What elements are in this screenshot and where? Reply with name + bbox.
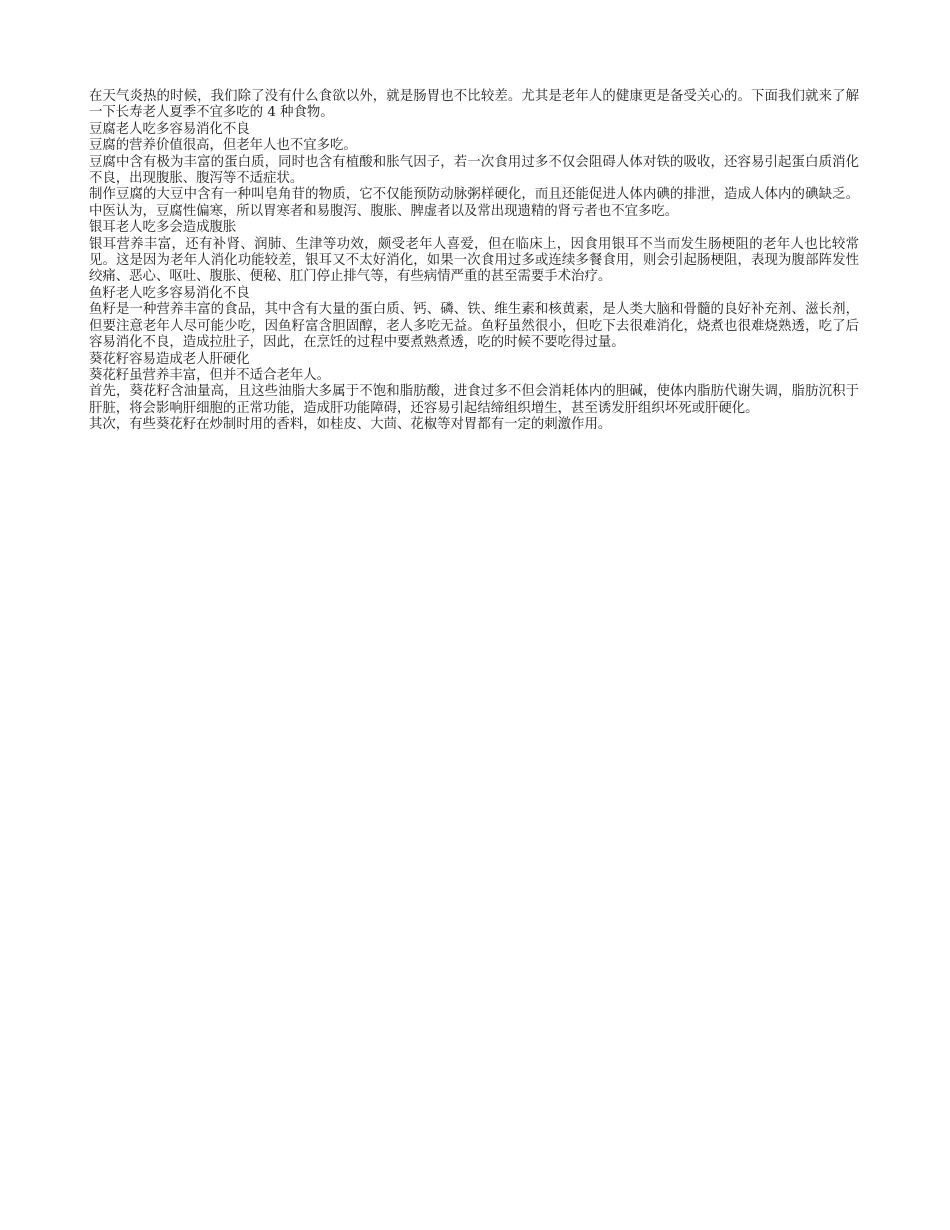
section-heading-tofu: 豆腐老人吃多容易消化不良 bbox=[89, 121, 250, 137]
paragraph: 银耳营养丰富，还有补肾、润肺、生津等功效，颇受老年人喜爱，但在临床上，因食用银耳不当而发生肠梗阻的老年人也比较常见。这是因为老年人消化功能较差，银耳又不太好消化，如果一次食用过多或连续多餐食用，则会引起肠梗阻，表现为腹部阵发性绞痛、恶心、呕吐、腹胀、便秘、肛门停止排气等，有些病情严重的甚至需要手术治疗。 bbox=[89, 236, 859, 285]
section-heading-fish-roe: 鱼籽老人吃多容易消化不良 bbox=[89, 285, 250, 301]
paragraph: 鱼籽是一种营养丰富的食品，其中含有大量的蛋白质、钙、磷、铁、维生素和核黄素，是人类大脑和骨髓的良好补充剂、滋长剂，但要注意老年人尽可能少吃，因鱼籽富含胆固醇，老人多吃无益。鱼籽虽然很小，但吃下去很难消化，烧煮也很难烧熟透，吃了后容易消化不良，造成拉肚子，因此，在烹饪的过程中要煮熟煮透，吃的时候不要吃得过量。 bbox=[89, 302, 859, 351]
document-body bbox=[89, 89, 859, 434]
paragraph: 其次，有些葵花籽在炒制时用的香料，如桂皮、大茴、花椒等对胃都有一定的刺激作用。 bbox=[89, 417, 612, 433]
paragraph: 葵花籽虽营养丰富，但并不适合老年人。 bbox=[89, 367, 331, 383]
paragraph: 豆腐中含有极为丰富的蛋白质，同时也含有植酸和胀气因子，若一次食用过多不仅会阻碍人体对铁的吸收，还容易引起蛋白质消化不良，出现腹胀、腹泻等不适症状。 bbox=[89, 154, 859, 187]
paragraph: 豆腐的营养价值很高，但老年人也不宜多吃。 bbox=[89, 138, 357, 154]
paragraph: 首先，葵花籽含油量高，且这些油脂大多属于不饱和脂肪酸，进食过多不但会消耗体内的胆碱，使体内脂肪代谢失调，脂肪沉积于肝脏，将会影响肝细胞的正常功能，造成肝功能障碍，还容易引起结缔组织增生，甚至诱发肝组织坏死或肝硬化。 bbox=[89, 384, 859, 416]
section-heading-tremella: 银耳老人吃多会造成腹胀 bbox=[89, 220, 237, 236]
intro-paragraph: 在天气炎热的时候，我们除了没有什么食欲以外，就是肠胃也不比较差。尤其是老年人的健康更是备受关心的。下面我们就来了解一下长寿老人夏季不宜多吃的 4 种食物。 bbox=[89, 89, 859, 121]
section-heading-sunflower-seeds: 葵花籽容易造成老人肝硬化 bbox=[89, 351, 250, 367]
paragraph: 制作豆腐的大豆中含有一种叫皂角苷的物质，它不仅能预防动脉粥样硬化，而且还能促进人体内碘的排泄，造成人体内的碘缺乏。中医认为，豆腐性偏寒，所以胃寒者和易腹泻、腹胀、脾虚者以及常出现遗精的肾亏者也不宜多吃。 bbox=[89, 187, 859, 219]
